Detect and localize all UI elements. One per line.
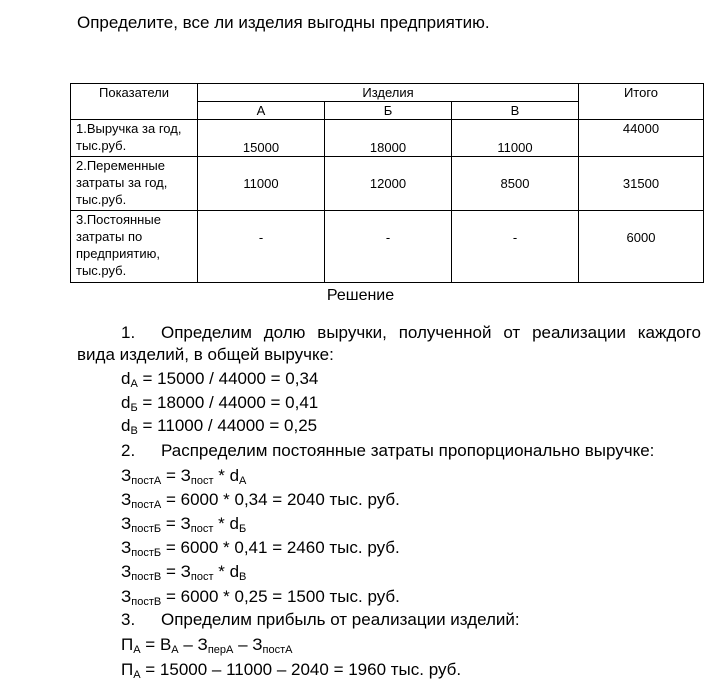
step-2-text: Распределим постоянные затраты пропорционально выручке: [161,441,655,460]
header-products: Изделия [198,84,579,102]
step-3-line [121,608,520,632]
task-heading: Определите, все ли изделия выгодны предприятию. [77,13,490,32]
step-3-number: 3. [121,610,136,629]
share-c: dВ = 11000 / 44000 = 0,25 [121,416,318,437]
step-1-line-1 [121,321,701,345]
table-row [71,211,704,283]
header-product-a: А [198,102,325,120]
profit-formula: ПА = ВА – ЗперА – ЗпостА [121,635,293,656]
table-row [71,157,704,211]
fixed-calc-a: ЗпостА = 6000 * 0,34 = 2040 тыс. руб. [121,490,400,511]
table-header-row [71,84,704,102]
step-1-text: Определим долю выручки, полученной от реализации каждого [161,323,701,342]
header-indicators: Показатели [71,84,198,120]
cell-c: 8500 [452,157,579,211]
step-2-number: 2. [121,441,136,460]
row-label: 2.Переменные затраты за год, тыс.руб. [71,157,198,211]
cell-total: 6000 [579,211,704,283]
fixed-calc-c: ЗпостВ = 6000 * 0,25 = 1500 тыс. руб. [121,587,400,608]
cell-b: - [325,211,452,283]
cell-b: 18000 [325,120,452,157]
profit-calc: ПА = 15000 – 11000 – 2040 = 1960 тыс. руб. [121,660,462,681]
row-label: 1.Выручка за год, тыс.руб. [71,120,198,157]
row-label: 3.Постоянные затраты по предприятию, тыс.руб. [71,211,198,283]
step-3-text: Определим прибыль от реализации изделий: [161,610,520,629]
fixed-formula-b: ЗпостБ = Зпост * dБ [121,514,247,535]
cell-c: - [452,211,579,283]
fixed-calc-b: ЗпостБ = 6000 * 0,41 = 2460 тыс. руб. [121,538,400,559]
data-table [70,83,704,283]
step-2-line [121,439,654,463]
cell-b: 12000 [325,157,452,211]
cell-total: 44000 [579,120,704,157]
cell-total: 31500 [579,157,704,211]
share-b: dБ = 18000 / 44000 = 0,41 [121,393,319,414]
fixed-formula-c: ЗпостВ = Зпост * dВ [121,562,247,583]
share-a: dА = 15000 / 44000 = 0,34 [121,369,319,390]
cell-a: - [198,211,325,283]
fixed-formula-a: ЗпостА = Зпост * dА [121,466,247,487]
cell-a: 11000 [198,157,325,211]
table-row [71,120,704,157]
step-1-line-2: вида изделий, в общей выручке: [77,345,334,364]
header-product-c: В [452,102,579,120]
solution-title: Решение [326,287,395,304]
step-1-number: 1. [121,323,136,342]
header-total: Итого [579,84,704,120]
cell-a: 15000 [198,120,325,157]
header-product-b: Б [325,102,452,120]
cell-c: 11000 [452,120,579,157]
